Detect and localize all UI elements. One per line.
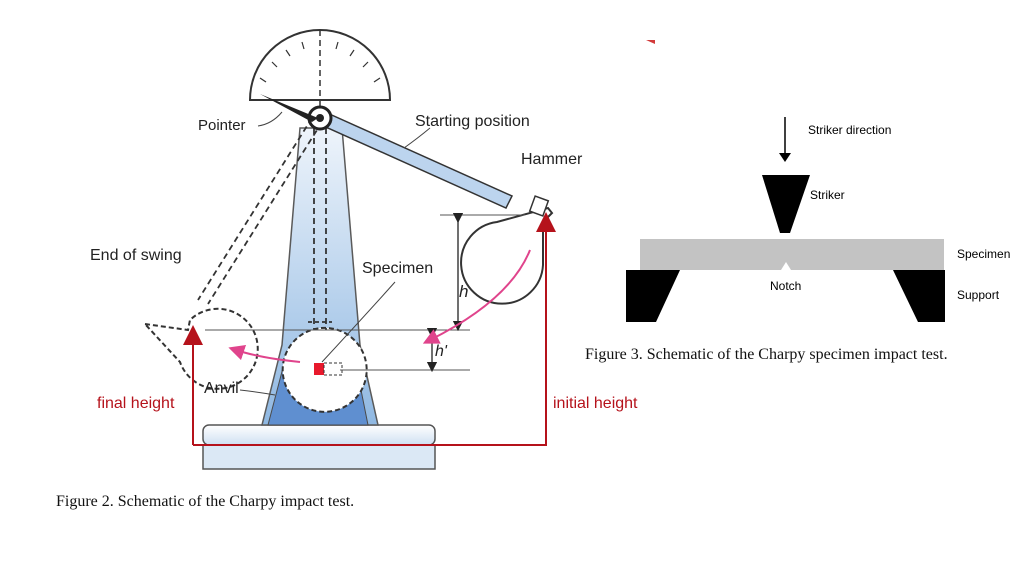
label-h: h xyxy=(459,282,469,301)
label-specimen: Specimen xyxy=(362,260,434,277)
specimen-bar xyxy=(640,239,944,270)
figure-3-caption: Figure 3. Schematic of the Charpy specimen impact test. xyxy=(585,346,948,363)
label-striker: Striker xyxy=(810,188,845,202)
corner-mark xyxy=(646,40,655,44)
label-h-prime: h' xyxy=(435,343,447,360)
label-striker-direction: Striker direction xyxy=(808,123,892,137)
striker xyxy=(762,175,810,233)
specimen-red xyxy=(314,363,324,375)
striker-direction-arrow xyxy=(779,117,791,162)
hammer-end-position xyxy=(145,309,258,389)
machine-base xyxy=(203,425,435,469)
label-starting-position: Starting position xyxy=(415,113,530,130)
label-anvil: Anvil xyxy=(204,380,239,397)
angle-dial xyxy=(250,30,390,110)
support-left xyxy=(626,270,680,322)
label-initial-height: initial height xyxy=(553,395,638,412)
label-hammer: Hammer xyxy=(521,151,583,168)
label-specimen: Specimen xyxy=(957,247,1011,261)
label-final-height: final height xyxy=(97,395,175,412)
support-right xyxy=(893,270,945,322)
label-end-of-swing: End of swing xyxy=(90,247,182,264)
specimen-impact-figure xyxy=(626,40,1010,322)
label-pointer: Pointer xyxy=(198,117,246,134)
label-support: Support xyxy=(957,288,1000,302)
label-notch: Notch xyxy=(770,279,802,293)
charpy-machine-figure xyxy=(90,30,638,469)
figure-2-caption: Figure 2. Schematic of the Charpy impact test. xyxy=(56,493,355,510)
